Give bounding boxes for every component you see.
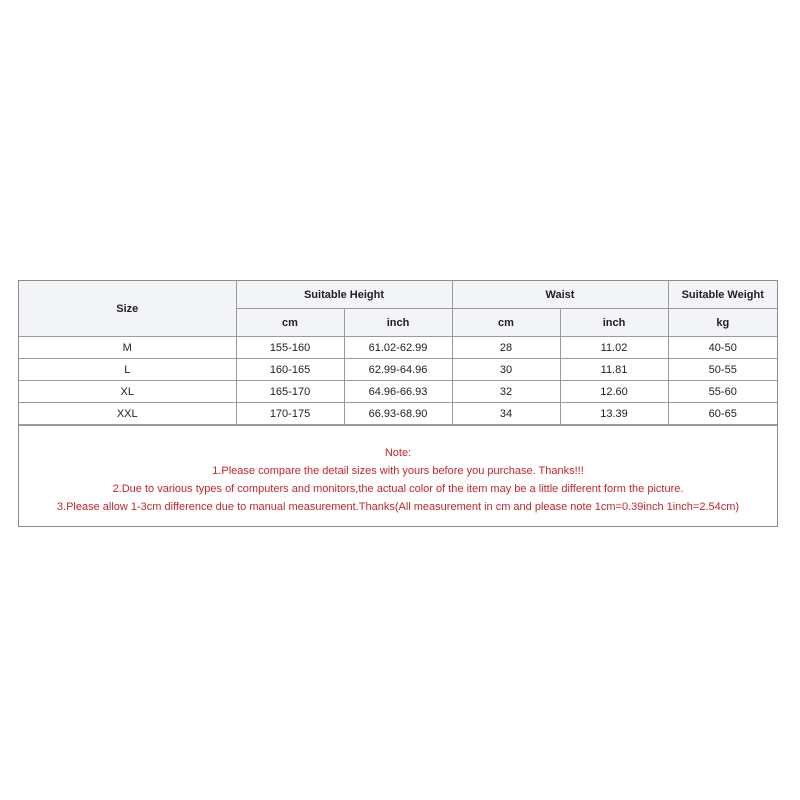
size-cell: M	[19, 337, 236, 359]
height-inch-cell: 66.93-68.90	[344, 403, 452, 425]
height-header: Suitable Height	[236, 281, 452, 309]
waist-cm-header: cm	[452, 309, 560, 337]
waist-header: Waist	[452, 281, 668, 309]
size-cell: L	[19, 359, 236, 381]
size-cell: XL	[19, 381, 236, 403]
height-inch-cell: 62.99-64.96	[344, 359, 452, 381]
height-cm-cell: 170-175	[236, 403, 344, 425]
weight-kg-header: kg	[668, 309, 777, 337]
waist-inch-cell: 12.60	[560, 381, 668, 403]
height-inch-cell: 61.02-62.99	[344, 337, 452, 359]
height-cm-header: cm	[236, 309, 344, 337]
table-row	[19, 403, 777, 425]
note-line-1: 1.Please compare the detail sizes with yours before you purchase. Thanks!!!	[212, 465, 584, 477]
weight-kg-cell: 40-50	[668, 337, 777, 359]
waist-cm-cell: 30	[452, 359, 560, 381]
waist-inch-cell: 13.39	[560, 403, 668, 425]
waist-inch-header: inch	[560, 309, 668, 337]
table-row	[19, 381, 777, 403]
size-chart	[18, 280, 778, 527]
notes-section	[19, 425, 777, 526]
size-cell: XXL	[19, 403, 236, 425]
waist-cm-cell: 28	[452, 337, 560, 359]
height-cm-cell: 155-160	[236, 337, 344, 359]
height-inch-cell: 64.96-66.93	[344, 381, 452, 403]
weight-kg-cell: 55-60	[668, 381, 777, 403]
waist-cm-cell: 34	[452, 403, 560, 425]
table-row	[19, 359, 777, 381]
size-header: Size	[19, 281, 236, 337]
size-table	[19, 281, 777, 425]
height-cm-cell: 160-165	[236, 359, 344, 381]
height-cm-cell: 165-170	[236, 381, 344, 403]
note-line-2: 2.Due to various types of computers and monitors,the actual color of the item may be a little different form the picture.	[112, 483, 684, 495]
table-row	[19, 337, 777, 359]
weight-kg-cell: 50-55	[668, 359, 777, 381]
note-line-3: 3.Please allow 1-3cm difference due to manual measurement.Thanks(All measurement in cm and please note 1cm=0.39inch 1inch=2.54cm)	[56, 501, 740, 513]
weight-kg-cell: 60-65	[668, 403, 777, 425]
waist-inch-cell: 11.02	[560, 337, 668, 359]
waist-inch-cell: 11.81	[560, 359, 668, 381]
notes-title: Note:	[384, 447, 412, 459]
height-inch-header: inch	[344, 309, 452, 337]
waist-cm-cell: 32	[452, 381, 560, 403]
weight-header: Suitable Weight	[668, 281, 777, 309]
header-row	[19, 281, 777, 309]
